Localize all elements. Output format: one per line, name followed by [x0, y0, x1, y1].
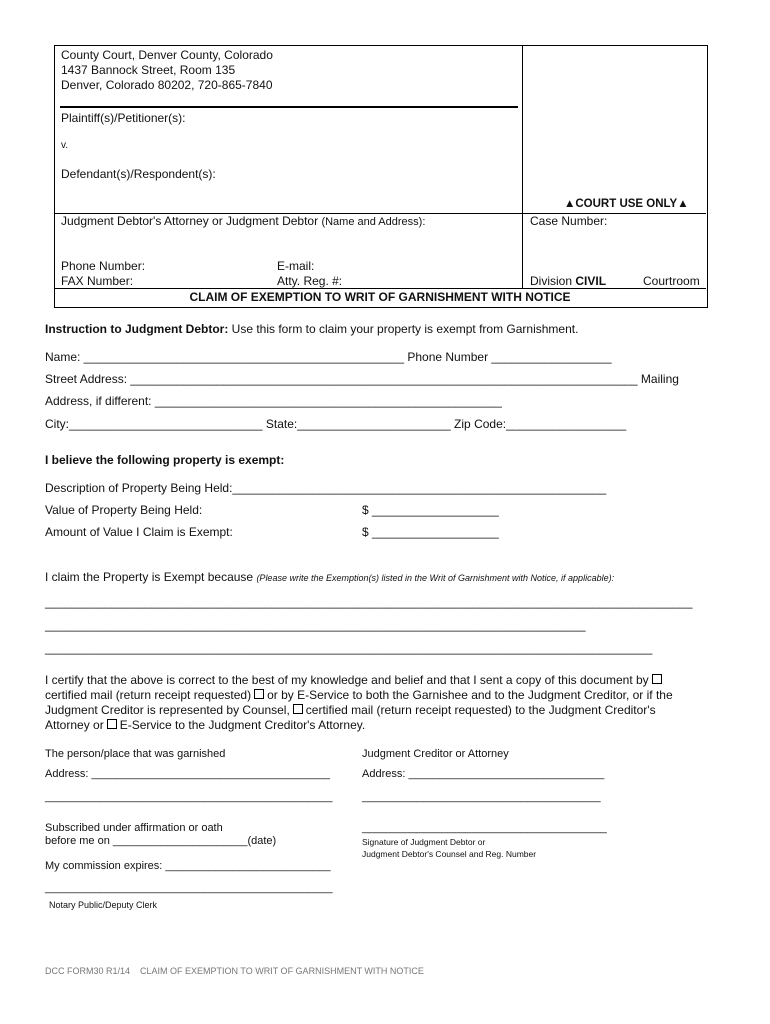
versus-label: v.	[61, 140, 69, 151]
footer-form-id: DCC FORM30 R1/14	[45, 966, 131, 976]
exempt-amount-field[interactable]: $ ___________________	[362, 525, 499, 539]
name-phone-field[interactable]: Name: ________________________________________________ Phone Number __________________	[45, 350, 612, 364]
court-street: 1437 Bannock Street, Room 135	[61, 63, 236, 77]
before-me-field[interactable]: before me on ______________________(date)	[45, 835, 277, 847]
claim-line-2[interactable]: _________________________________________________________________________________	[45, 618, 586, 632]
checkbox-icon[interactable]	[107, 719, 117, 729]
certify-text-2a: certified mail (return receipt requested)	[45, 688, 252, 702]
property-description-field[interactable]: Description of Property Being Held:________________________________________________________	[45, 481, 607, 495]
defendant-label: Defendant(s)/Respondent(s):	[61, 167, 216, 181]
form-title: CLAIM OF EXEMPTION TO WRIT OF GARNISHMENT WITH NOTICE	[189, 290, 571, 304]
city-state-zip-field[interactable]: City:_____________________________ State:_______________________ Zip Code:__________________	[45, 417, 627, 431]
instruction-bold: Instruction to Judgment Debtor:	[45, 322, 229, 336]
division-field	[530, 274, 606, 288]
attorney-label-sub: (Name and Address):	[321, 216, 426, 228]
checkbox-icon[interactable]	[254, 689, 264, 699]
subscribed-label: Subscribed under affirmation or oath	[45, 822, 223, 834]
signature-label-2: Judgment Debtor's Counsel and Reg. Number	[362, 849, 537, 859]
signature-label-1: Signature of Judgment Debtor or	[362, 837, 486, 847]
phone-label: Phone Number:	[61, 259, 146, 273]
checkbox-icon[interactable]	[293, 704, 303, 714]
division-value: CIVIL	[575, 274, 607, 288]
atty-reg-label: Atty. Reg. #:	[277, 274, 343, 288]
claim-note: (Please write the Exemption(s) listed in the Writ of Garnishment with Notice, if applicable):	[256, 573, 615, 583]
claim-text: I claim the Property is Exempt because	[45, 570, 254, 584]
creditor-address-field[interactable]: Address: ________________________________	[362, 768, 605, 780]
signature-line[interactable]: ________________________________________	[362, 822, 607, 834]
certify-line-3	[45, 703, 656, 717]
certify-line-1	[45, 673, 665, 687]
attorney-label-main: Judgment Debtor's Attorney or Judgment Debtor	[61, 214, 319, 228]
creditor-label: Judgment Creditor or Attorney	[362, 748, 509, 760]
garnished-address-line-2[interactable]: _______________________________________________	[45, 791, 333, 803]
court-use-only: ▲COURT USE ONLY▲	[564, 198, 689, 210]
footer	[45, 966, 424, 976]
property-value-field[interactable]: $ ___________________	[362, 503, 499, 517]
garnished-party-label: The person/place that was garnished	[45, 748, 226, 760]
certify-text-3b: certified mail (return receipt requested) to the Judgment Creditor's	[305, 703, 656, 717]
street-address-field[interactable]: Street Address: ____________________________________________________________________________ Mailing	[45, 372, 679, 386]
claim-line-1[interactable]: _________________________________________________________________________________________________	[45, 595, 693, 609]
garnished-address-field[interactable]: Address: _______________________________________	[45, 768, 331, 780]
courtroom-label: Courtroom	[643, 274, 700, 288]
court-underline	[60, 106, 518, 108]
mailing-address-field[interactable]: Address, if different: ____________________________________________________	[45, 394, 502, 408]
instruction-text: Use this form to claim your property is exempt from Garnishment.	[228, 322, 579, 336]
creditor-address-line-2[interactable]: _______________________________________	[362, 791, 601, 803]
exempt-amount-label: Amount of Value I Claim is Exempt:	[45, 525, 233, 539]
attorney-label	[61, 214, 425, 228]
email-label: E-mail:	[277, 259, 315, 273]
notary-signature-line[interactable]: _______________________________________________	[45, 882, 333, 894]
court-name: County Court, Denver County, Colorado	[61, 48, 273, 62]
division-label: Division	[530, 274, 573, 288]
court-city: Denver, Colorado 80202, 720-865-7840	[61, 78, 273, 92]
notary-label: Notary Public/Deputy Clerk	[49, 900, 158, 910]
certify-text-4b: E-Service to the Judgment Creditor's Attorney.	[119, 718, 366, 732]
claim-statement	[45, 570, 614, 584]
footer-form-title: CLAIM OF EXEMPTION TO WRIT OF GARNISHMENT WITH NOTICE	[140, 966, 424, 976]
case-number-label: Case Number:	[530, 214, 608, 228]
claim-line-3[interactable]: ___________________________________________________________________________________________	[45, 641, 653, 655]
certify-text-3a: Judgment Creditor is represented by Counsel,	[45, 703, 290, 717]
property-heading: I believe the following property is exempt:	[45, 453, 285, 467]
commission-expires-field[interactable]: My commission expires: ___________________________	[45, 860, 331, 872]
certify-text-2b: or by E-Service to both the Garnishee and to the Judgment Creditor, or if the	[267, 688, 673, 702]
certify-text-1: I certify that the above is correct to the best of my knowledge and belief and that I sent a copy of this document by	[45, 673, 649, 687]
certify-text-4a: Attorney or	[45, 718, 104, 732]
property-value-label: Value of Property Being Held:	[45, 503, 203, 517]
title-top-rule	[54, 288, 706, 289]
certify-line-2	[45, 688, 673, 702]
fax-label: FAX Number:	[61, 274, 134, 288]
checkbox-icon[interactable]	[652, 674, 662, 684]
certify-line-4	[45, 718, 365, 732]
caption-divider	[522, 45, 523, 289]
plaintiff-label: Plaintiff(s)/Petitioner(s):	[61, 111, 186, 125]
instruction	[45, 322, 578, 336]
